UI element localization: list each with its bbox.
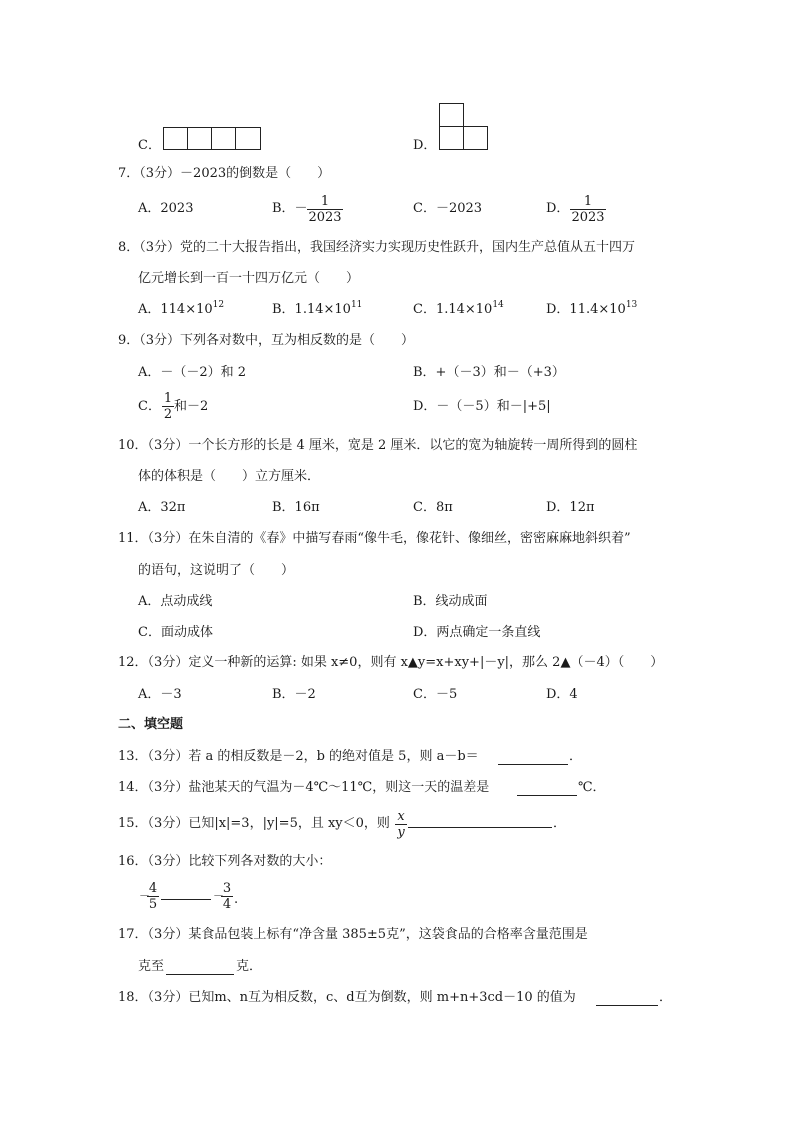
fraction-denominator: y <box>397 825 405 840</box>
q16-fraction1-sign: － <box>139 889 150 902</box>
q9-stem: 9．（3分）下列各对数中，互为相反数的是（ ） <box>118 333 415 348</box>
q7-option-b-prefix: B．－ <box>272 201 308 216</box>
q17-line2-start: 克至 <box>138 959 165 974</box>
q13-end: ． <box>569 749 583 764</box>
q10-stem-line1: 10．（3分）一个长方形的长是 4 厘米，宽是 2 厘米．以它的宽为轴旋转一周所得到的圆柱 <box>118 438 638 453</box>
q8-option-c <box>413 300 504 317</box>
q10-option-b: B．16π <box>272 500 320 515</box>
option-text: A．114×10 <box>138 302 213 317</box>
option-text: D．11.4×10 <box>546 302 626 317</box>
q8-option-b <box>272 300 363 317</box>
q7-stem: 7．（3分）－2023的倒数是（ ） <box>118 166 331 181</box>
q16-fraction1 <box>147 882 159 911</box>
q12-option-c: C．－5 <box>413 687 458 702</box>
q10-option-a: A．32π <box>138 500 186 515</box>
q11-option-d: D．两点确定一条直线 <box>413 625 541 640</box>
q9-option-b: B．+（－3）和－（+3） <box>413 365 565 380</box>
q11-option-c: C．面动成体 <box>138 625 213 640</box>
exponent: 11 <box>350 300 363 310</box>
q11-stem-line1: 11．（3分）在朱自清的《春》中描写春雨“像牛毛，像花针、像细丝，密密麻麻地斜织着” <box>118 531 631 546</box>
fraction-denominator: 4 <box>222 897 232 912</box>
q12-option-d: D．4 <box>546 687 578 702</box>
fraction-numerator: x <box>397 809 405 824</box>
fraction-numerator: 1 <box>163 391 173 406</box>
fraction-denominator: 2 <box>163 407 173 422</box>
q13-text: 13．（3分）若 a 的相反数是－2，b 的绝对值是 5，则 a－b＝ <box>118 749 479 764</box>
q10-option-d: D．12π <box>546 500 595 515</box>
exponent: 14 <box>492 300 504 310</box>
q12-stem: 12．（3分）定义一种新的运算: 如果 x≠0，则有 x▲y=x+xy+|－y|，那么 2▲（－4）（ ） <box>118 655 664 670</box>
fraction-denominator: 5 <box>148 897 158 912</box>
q8-option-d <box>546 300 638 317</box>
square <box>187 127 212 150</box>
q10-stem-line2: 体的体积是（ ）立方厘米． <box>138 469 321 484</box>
q6-option-d-label: D． <box>413 138 437 153</box>
fraction-numerator: 3 <box>222 881 232 896</box>
square <box>211 127 236 150</box>
q9-option-c-fraction <box>162 392 174 421</box>
q7-option-c: C．－2023 <box>413 201 483 216</box>
q8-option-a <box>138 300 225 317</box>
q15-answer-blank[interactable] <box>408 827 552 828</box>
fraction-numerator: 1 <box>583 194 593 209</box>
q9-option-c-suffix: 和－2 <box>174 399 209 414</box>
q15-text: 15．（3分）已知|x|=3，|y|=5，且 xy＜0，则 <box>118 816 390 831</box>
q17-line2-end: 克． <box>236 959 263 974</box>
q14-end: ℃． <box>578 780 606 795</box>
section-heading-fill-in: 二、填空题 <box>118 717 184 732</box>
q11-option-a: A．点动成线 <box>138 594 213 609</box>
exponent: 13 <box>625 300 638 310</box>
q16-fraction2-sign: － <box>213 889 224 902</box>
q16-stem: 16．（3分）比较下列各对数的大小： <box>118 854 332 869</box>
fraction-numerator: 4 <box>148 881 158 896</box>
square <box>235 127 261 150</box>
q9-option-c-prefix: C． <box>138 399 161 414</box>
q15-fraction <box>395 810 407 839</box>
q7-option-d-prefix: D． <box>546 201 570 216</box>
q7-option-a: A．2023 <box>138 201 194 216</box>
q17-stem-line1: 17．（3分）某食品包装上标有“净含量 385±5克”，这袋食品的合格率含量范围是 <box>118 927 588 942</box>
q7-option-d-fraction <box>570 195 606 224</box>
exponent: 12 <box>212 300 225 310</box>
q17-answer-blank[interactable] <box>166 974 234 975</box>
fraction-denominator: 2023 <box>308 210 342 225</box>
option-text: C．1.14×10 <box>413 302 493 317</box>
q11-stem-line2: 的语句，这说明了（ ） <box>138 563 295 578</box>
q15-end: ． <box>553 816 567 831</box>
fraction-denominator: 2023 <box>571 210 605 225</box>
q9-option-d: D．－（－5）和－|+5| <box>413 399 551 414</box>
q12-option-b: B．－2 <box>272 687 316 702</box>
q14-text: 14．（3分）盐池某天的气温为－4℃～11℃，则这一天的温差是 <box>118 780 490 795</box>
q7-option-b-fraction <box>307 195 343 224</box>
square <box>463 126 488 150</box>
q11-option-b: B．线动成面 <box>413 594 488 609</box>
q16-end: . <box>234 892 239 907</box>
q18-answer-blank[interactable] <box>596 1005 658 1006</box>
q14-answer-blank[interactable] <box>517 795 577 796</box>
q18-end: ． <box>659 990 673 1005</box>
fraction-numerator: 1 <box>320 194 330 209</box>
square <box>439 103 464 127</box>
option-text: B．1.14×10 <box>272 302 351 317</box>
q16-fraction2 <box>221 882 233 911</box>
q8-stem-line2: 亿元增长到一百一十四万亿元（ ） <box>138 271 360 286</box>
q6-option-c-label: C． <box>138 138 161 153</box>
q8-stem-line1: 8．（3分）党的二十大报告指出，我国经济实力实现历史性跃升，国内生产总值从五十四万 <box>118 240 636 255</box>
q18-text: 18．（3分）已知m、n互为相反数，c、d互为倒数，则 m+n+3cd－10 的值为 <box>118 990 576 1005</box>
q9-option-a: A．－（－2）和 2 <box>138 365 247 380</box>
q10-option-c: C．8π <box>413 500 453 515</box>
q12-option-a: A．－3 <box>138 687 182 702</box>
square <box>439 126 464 150</box>
q16-answer-blank[interactable] <box>161 899 211 900</box>
square <box>163 127 188 150</box>
q13-answer-blank[interactable] <box>498 764 568 765</box>
